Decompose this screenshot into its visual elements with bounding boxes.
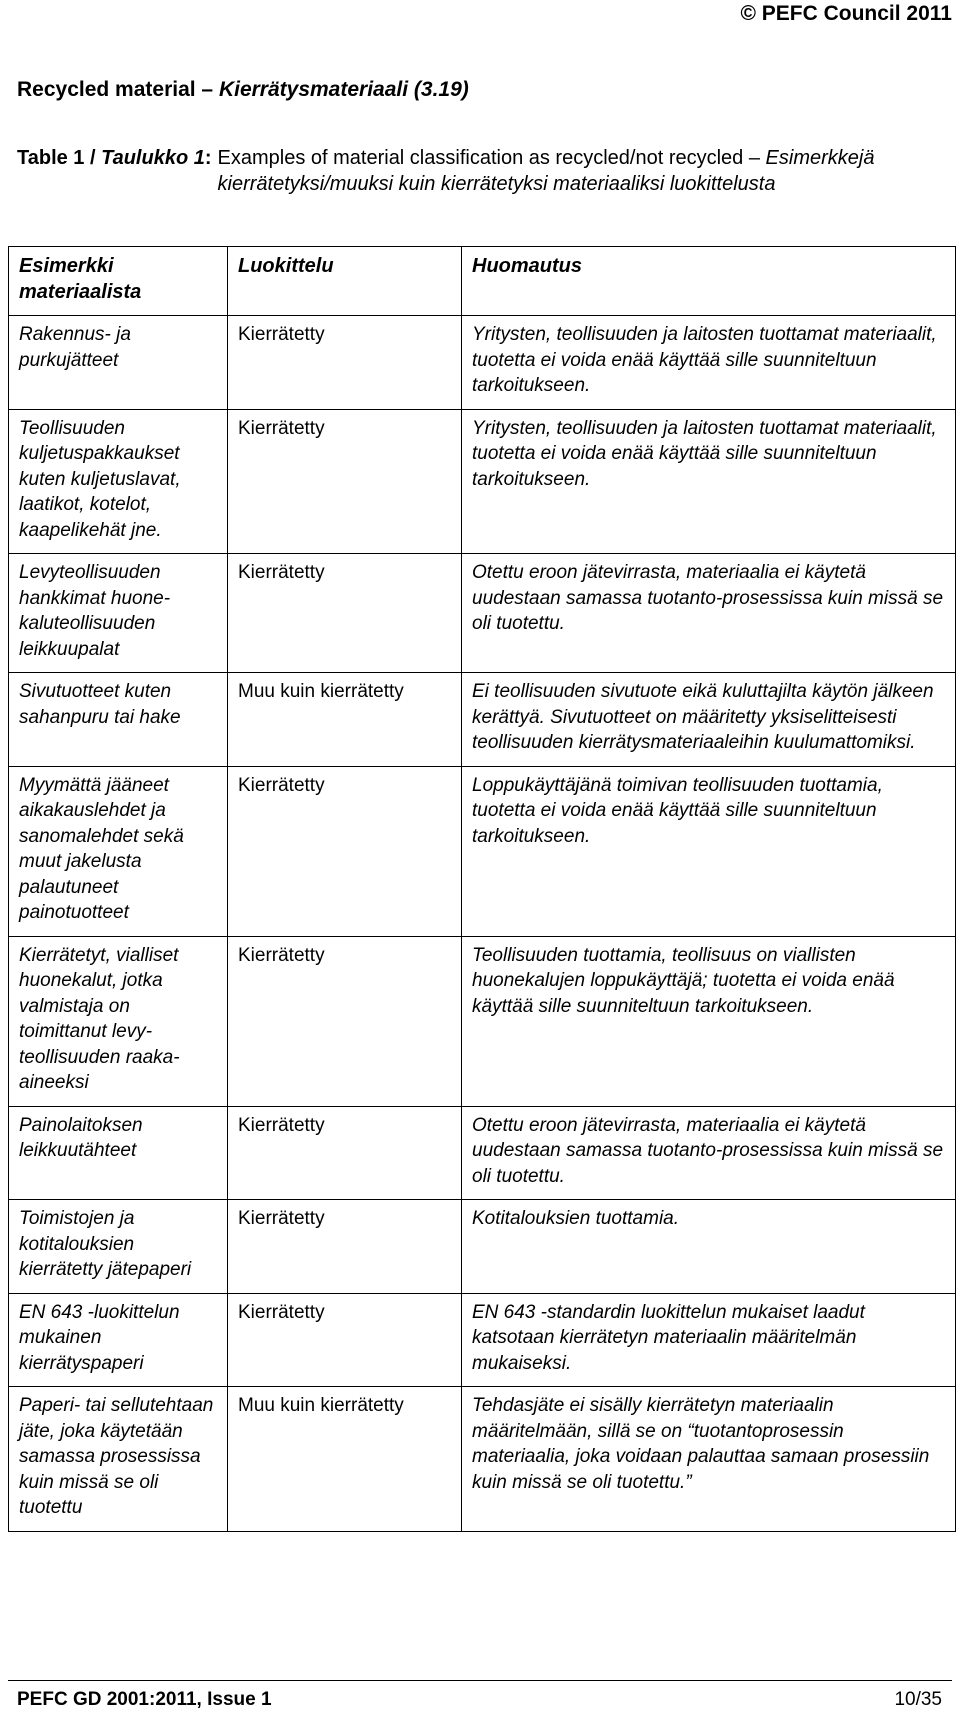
cell-note: Yritysten, teollisuuden ja laitosten tuottamat materiaalit, tuotetta ei voida enää käyttää sille suunniteltuun tarkoitukseen. [462,409,956,554]
table-row [9,409,956,554]
cell-classification: Kierrätetty [228,1106,462,1200]
cell-note: EN 643 -standardin luokittelun mukaiset laadut katsotaan kierrätetyn materiaalin määritelmän mukaiseksi. [462,1293,956,1387]
cell-note: Otettu eroon jätevirrasta, materiaalia ei käytetä uudestaan samassa tuotanto-prosessissa kuin missä se oli tuotettu. [462,1106,956,1200]
table-caption [17,145,942,197]
cell-example: Paperi- tai sellutehtaan jäte, joka käytetään samassa prosessissa kuin missä se oli tuotettu [9,1387,228,1532]
cell-example: Rakennus- ja purkujätteet [9,316,228,410]
cell-note: Loppukäyttäjänä toimivan teollisuuden tuottamia, tuotetta ei voida enää käyttää sille suunniteltuun tarkoitukseen. [462,766,956,936]
table-row [9,673,956,767]
cell-note: Yritysten, teollisuuden ja laitosten tuottamat materiaalit, tuotetta ei voida enää käyttää sille suunniteltuun tarkoitukseen. [462,316,956,410]
table-row [9,1106,956,1200]
section-title-en: Recycled material – [17,78,219,101]
cell-example: Toimistojen ja kotitalouksien kierrätetty jätepaperi [9,1200,228,1294]
copyright-notice: © PEFC Council 2011 [740,2,952,25]
cell-note: Ei teollisuuden sivutuote eikä kuluttajilta käytön jälkeen kerättyä. Sivutuotteet on määritetty yksiselitteisesti teollisuuden kierrätysmateriaaleihin kuulumattomiksi. [462,673,956,767]
section-title [17,78,469,102]
table-caption-label [17,145,212,197]
table-row [9,1200,956,1294]
table-header-row [9,247,956,316]
table-row [9,766,956,936]
footer-document-id: PEFC GD 2001:2011, Issue 1 [17,1689,272,1710]
cell-example: EN 643 -luokittelun mukainen kierrätyspaperi [9,1293,228,1387]
header-classification: Luokittelu [228,247,462,316]
cell-example: Painolaitoksen leikkuutähteet [9,1106,228,1200]
table-caption-text [212,145,942,197]
cell-note: Otettu eroon jätevirrasta, materiaalia ei käytetä uudestaan samassa tuotanto-prosessissa kuin missä se oli tuotettu. [462,554,956,673]
caption-prefix-fi: Taulukko 1 [101,147,205,169]
cell-classification: Kierrätetty [228,409,462,554]
section-title-fi: Kierrätysmateriaali (3.19) [218,78,469,101]
cell-classification: Muu kuin kierrätetty [228,1387,462,1532]
table-row [9,316,956,410]
cell-note: Teollisuuden tuottamia, teollisuus on viallisten huonekalujen loppukäyttäjä; tuotetta ei voida enää käyttää sille suunniteltuun tarkoitukseen. [462,936,956,1106]
caption-text-fi: Esimerkkejä kierrätetyksi/muuksi kuin kierrätetyksi materiaaliksi luokittelusta [217,147,875,195]
cell-example: Levyteollisuuden hankkimat huone-kaluteollisuuden leikkuupalat [9,554,228,673]
cell-example: Myymättä jääneet aikakauslehdet ja sanomalehdet sekä muut jakelusta palautuneet painotuotteet [9,766,228,936]
cell-classification: Kierrätetty [228,554,462,673]
cell-classification: Kierrätetty [228,1293,462,1387]
cell-classification: Kierrätetty [228,316,462,410]
cell-classification: Muu kuin kierrätetty [228,673,462,767]
caption-prefix-en: Table 1 / [17,147,102,169]
header-note: Huomautus [462,247,956,316]
footer-page-number: 10/35 [894,1689,942,1710]
cell-note: Kotitalouksien tuottamia. [462,1200,956,1294]
cell-classification: Kierrätetty [228,1200,462,1294]
cell-note: Tehdasjäte ei sisälly kierrätetyn materiaalin määritelmään, sillä se on “tuotantoprosessin materiaalia, joka voidaan palauttaa samaan prosessiin kuin missä se oli tuotettu.” [462,1387,956,1532]
cell-classification: Kierrätetty [228,936,462,1106]
cell-example: Sivutuotteet kuten sahanpuru tai hake [9,673,228,767]
cell-example: Teollisuuden kuljetuspakkaukset kuten kuljetuslavat, laatikot, kotelot, kaapelikehät jne. [9,409,228,554]
table-row [9,1293,956,1387]
table-row [9,1387,956,1532]
footer-divider [8,1680,952,1681]
table-row [9,554,956,673]
cell-example: Kierrätetyt, vialliset huonekalut, jotka valmistaja on toimittanut levy-teollisuuden raaka-aineeksi [9,936,228,1106]
cell-classification: Kierrätetty [228,766,462,936]
table-row [9,936,956,1106]
header-example: Esimerkki materiaalista [9,247,228,316]
caption-text-en: Examples of material classification as recycled/not recycled – [217,147,766,169]
classification-table [8,246,956,1532]
caption-prefix-colon: : [204,147,212,169]
